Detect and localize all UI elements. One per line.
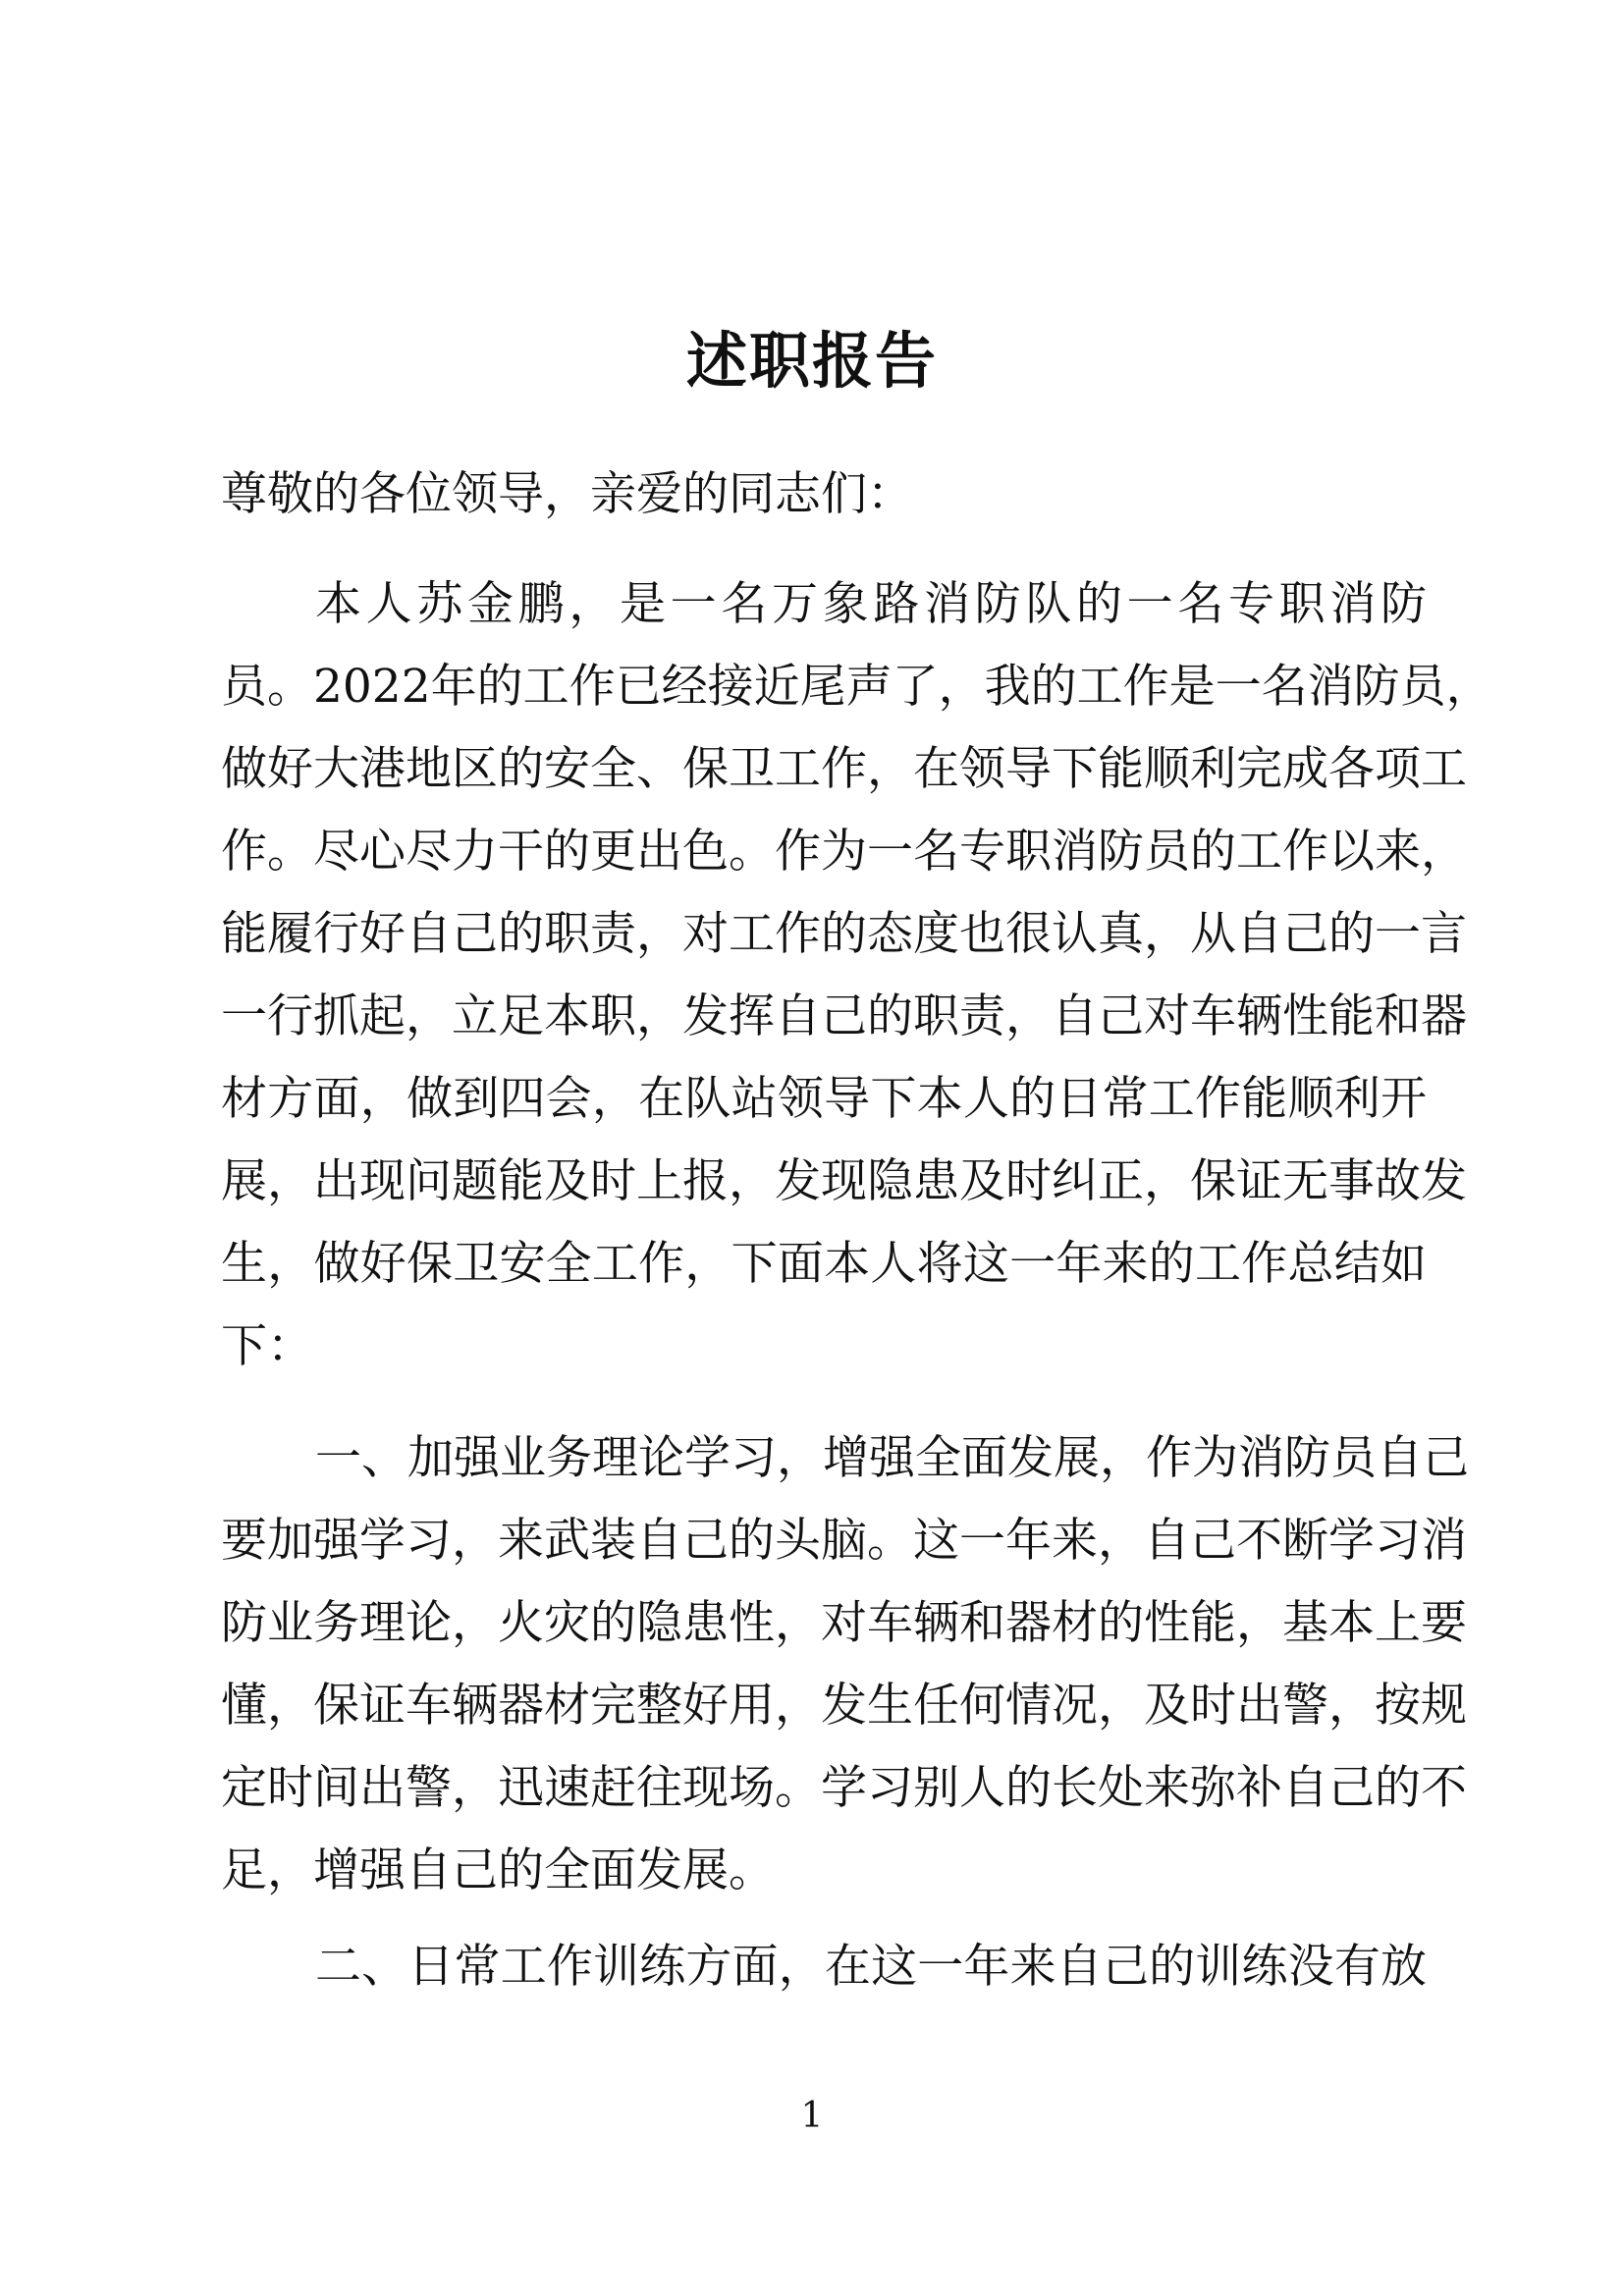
- paragraph-section-1: [221, 1417, 1469, 1912]
- text-line: 作。尽心尽力干的更出色。作为一名专职消防员的工作以来，: [221, 825, 1467, 879]
- text-line: 能履行好自己的职责，对工作的态度也很认真，从自己的一言: [221, 907, 1467, 961]
- text-line: 懂，保证车辆器材完整好用，发生任何情况，及时出警，按规: [221, 1679, 1467, 1733]
- paragraph-intro: [221, 563, 1492, 1388]
- text-line: 足，增强自己的全面发展。: [221, 1843, 775, 1897]
- document-title: 述职报告: [685, 325, 938, 397]
- document-body: [221, 454, 1492, 2008]
- text-line: 二、日常工作训练方面，在这一年来自己的训练没有放: [315, 1940, 1427, 1994]
- text-line: 一、加强业务理论学习，增强全面发展，作为消防员自己: [315, 1431, 1469, 1485]
- text-line: 材方面，做到四会，在队站领导下本人的日常工作能顺利开: [221, 1072, 1427, 1126]
- text-line: 要加强学习，来武装自己的头脑。这一年来，自己不断学习消: [221, 1514, 1467, 1568]
- text-line: 一行抓起，立足本职，发挥自己的职责，自己对车辆性能和器: [221, 989, 1467, 1043]
- text-line: 做好大港地区的安全、保卫工作，在领导下能顺利完成各项工: [221, 742, 1467, 796]
- salutation: 尊敬的各位领导，亲爱的同志们：: [221, 467, 913, 521]
- text-line: 展，出现问题能及时上报，发现隐患及时纠正，保证无事故发: [221, 1154, 1467, 1208]
- paragraph-section-2: [221, 1926, 1427, 2008]
- text-line: 防业务理论，火灾的隐患性，对车辆和器材的性能，基本上要: [221, 1596, 1467, 1650]
- text-line: 员。2022年的工作已经接近尾声了，我的工作是一名消防员，: [221, 660, 1492, 714]
- page-number: 1: [800, 2096, 824, 2136]
- text-line: 定时间出警，迅速赶往现场。学习别人的长处来弥补自己的不: [221, 1761, 1467, 1815]
- text-line: 生，做好保卫安全工作，下面本人将这一年来的工作总结如: [221, 1237, 1427, 1291]
- text-line: 本人苏金鹏，是一名万象路消防队的一名专职消防: [315, 577, 1427, 631]
- text-line: 下：: [221, 1319, 313, 1373]
